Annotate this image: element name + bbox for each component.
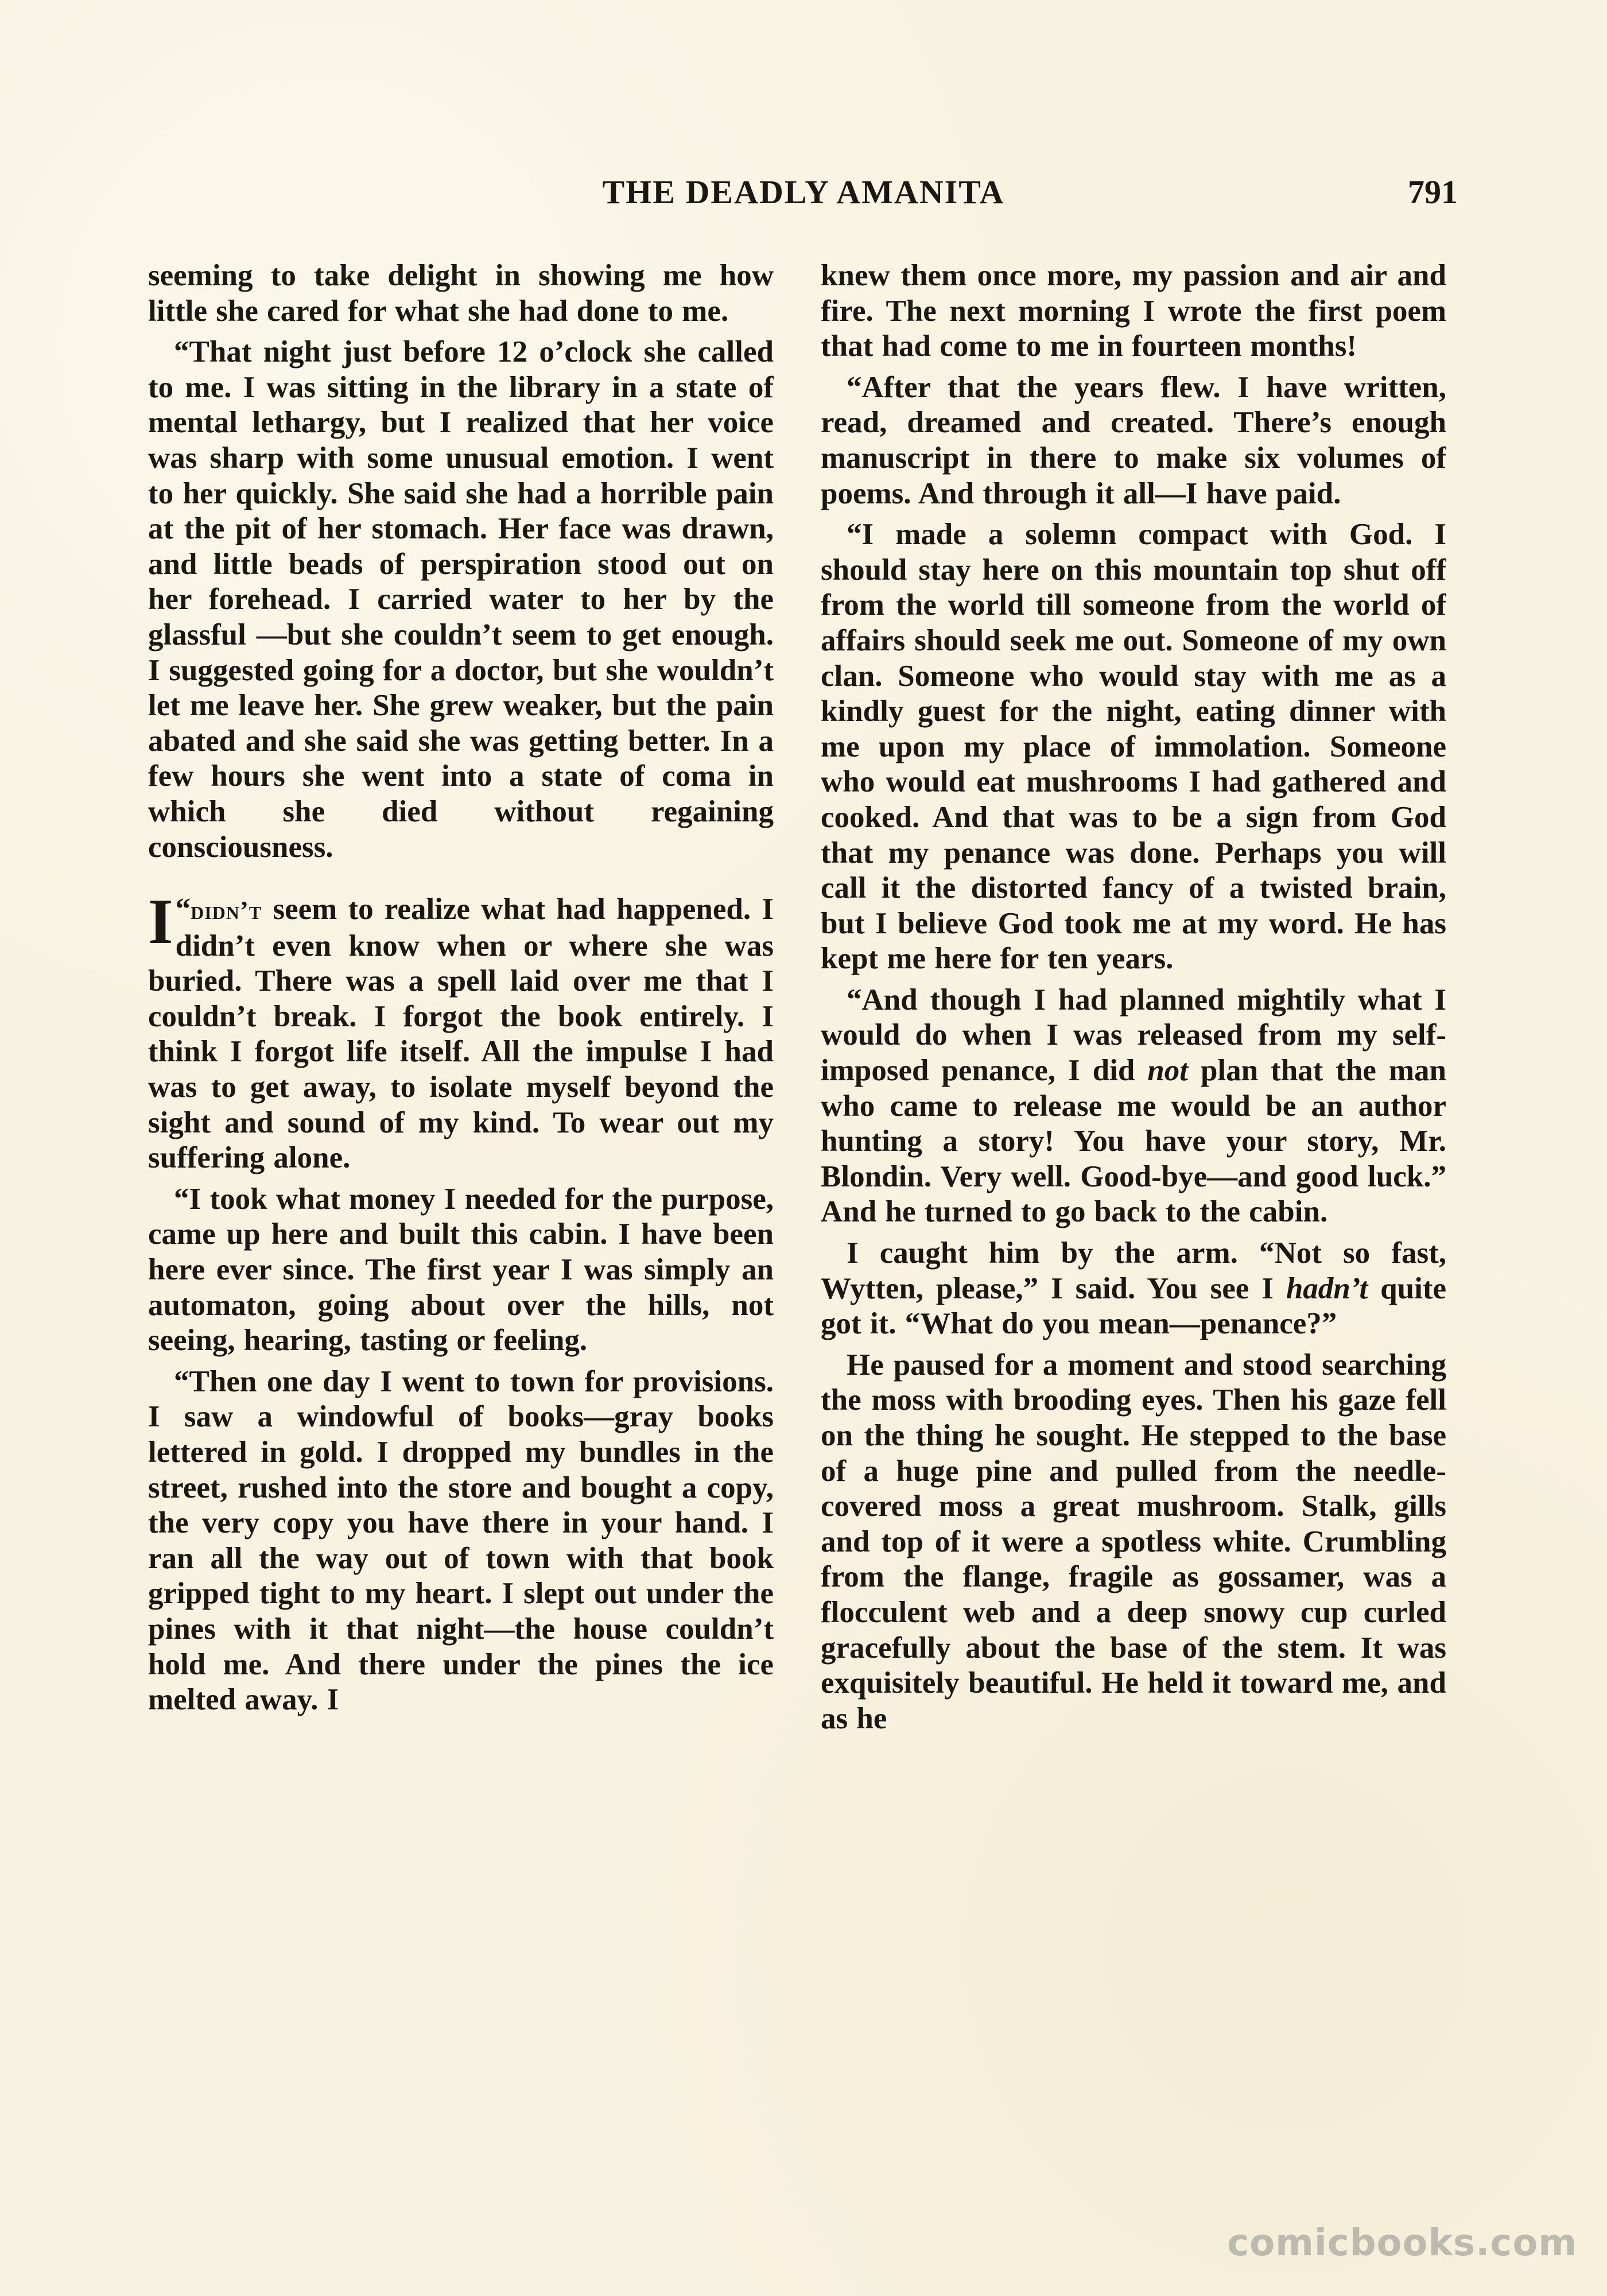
left-paragraph-2: “That night just before 12 o’clock she called to me. I was sitting in the library in a state of mental lethargy, but I realized that her voice was sharp with some unusual emotion. I went to her quickly. She said she had a horrible pain at the pit of her stomach. Her face was drawn, and little beads of perspiration stood out on her forehead. I carried water to her by the glassful —but she couldn’t seem to get enough. I suggested going for a doctor, but she wouldn’t let me leave her. She grew weaker, but the pain abated and she said she was getting better. In a few hours she went into a state of coma in which she died without regaining consciousness.	[148, 335, 774, 864]
right-paragraph-2: “After that the years flew. I have written, read, dreamed and created. There’s enough manuscript in there to make six volumes of poems. And through it all—I have paid.	[821, 370, 1446, 510]
left-text-column	[148, 258, 774, 2118]
left-paragraph-4: “I took what money I needed for the purpose, came up here and built this cabin. I have been here ever since. The first year I was simply an automaton, going about over the hills, not seeing, hearing, tasting or feeling.	[148, 1182, 774, 1358]
page-number: 791	[1408, 173, 1458, 211]
left-paragraph-3	[148, 886, 774, 1176]
site-watermark: comicbooks.com	[1227, 2222, 1577, 2264]
right-paragraph-5-after: quite got it. “What do you mean—penance?”	[821, 1271, 1446, 1341]
right-paragraph-4-after: plan that the man who came to release me would be an author hunting a story! You have your story, Mr. Blondin. Very well. Good-bye—and good luck.” And he turned to go back to the cabin.	[821, 1054, 1446, 1229]
left-paragraph-5: “Then one day I went to town for provisions. I saw a windowful of books—gray books lettered in gold. I dropped my bundles in the street, rushed into the store and bought a copy, the very copy you have there in your hand. I ran all the way out of town with that book gripped tight to my heart. I slept out under the pines with it that night—the house couldn’t hold me. And there under the pines the ice melted away. I	[148, 1364, 774, 1717]
right-text-column	[821, 258, 1446, 2118]
opening-quote: “	[175, 893, 191, 926]
right-paragraph-4-before: “And though I had planned mightily what I would do when I was released from my self-imposed penance, I did	[821, 983, 1446, 1088]
right-paragraph-6: He paused for a moment and stood searching the moss with brooding eyes. Then his gaze fell on the thing he sought. He stepped to the base of a huge pine and pulled from the needle-covered moss a great mushroom. Stalk, gills and top of it were a spotless white. Crumbling from the flange, fragile as gossamer, was a flocculent web and a deep snowy cup curled gracefully about the base of the stem. It was exquisitely beautiful. He held it toward me, and as he	[821, 1348, 1446, 1735]
right-paragraph-1: knew them once more, my passion and air and fire. The next morning I wrote the first poem that had come to me in fourteen months!	[821, 259, 1446, 363]
right-paragraph-3: “I made a solemn compact with God. I should stay here on this mountain top shut off from the world till someone from the world of affairs should seek me out. Someone of my own clan. Someone who would stay with me as a kindly guest for the night, eating dinner with me upon my place of immolation. Someone who would eat mushrooms I had gathered and cooked. And that was to be a sign from God that my penance was done. Perhaps you will call it the distorted fancy of a twisted brain, but I believe God took me at my word. He has kept me here for ten years.	[821, 518, 1446, 976]
section-opening-text: seem to realize what had happened. I didn’t even know when or where she was buried. There was a spell laid over me that I couldn’t break. I forgot the book entirely. I think I forgot life itself. All the impulse I had was to get away, to isolate myself beyond the sight and sound of my kind. To wear out my suffering alone.	[148, 893, 774, 1175]
right-paragraph-5-before: I caught him by the arm. “Not so fast, Wytten, please,” I said. You see I	[821, 1236, 1446, 1305]
page-header	[149, 166, 1458, 218]
left-paragraph-1: seeming to take delight in showing me how little she cared for what she had done to me.	[148, 259, 774, 328]
right-paragraph-5	[821, 1236, 1446, 1342]
italic-emphasis: not	[1147, 1054, 1188, 1088]
running-title: THE DEADLY AMANITA	[602, 173, 1005, 211]
right-paragraph-4	[821, 983, 1446, 1230]
drop-cap: I	[148, 886, 173, 958]
italic-emphasis: hadn’t	[1286, 1271, 1368, 1305]
small-caps-word: didn’t	[191, 896, 262, 925]
